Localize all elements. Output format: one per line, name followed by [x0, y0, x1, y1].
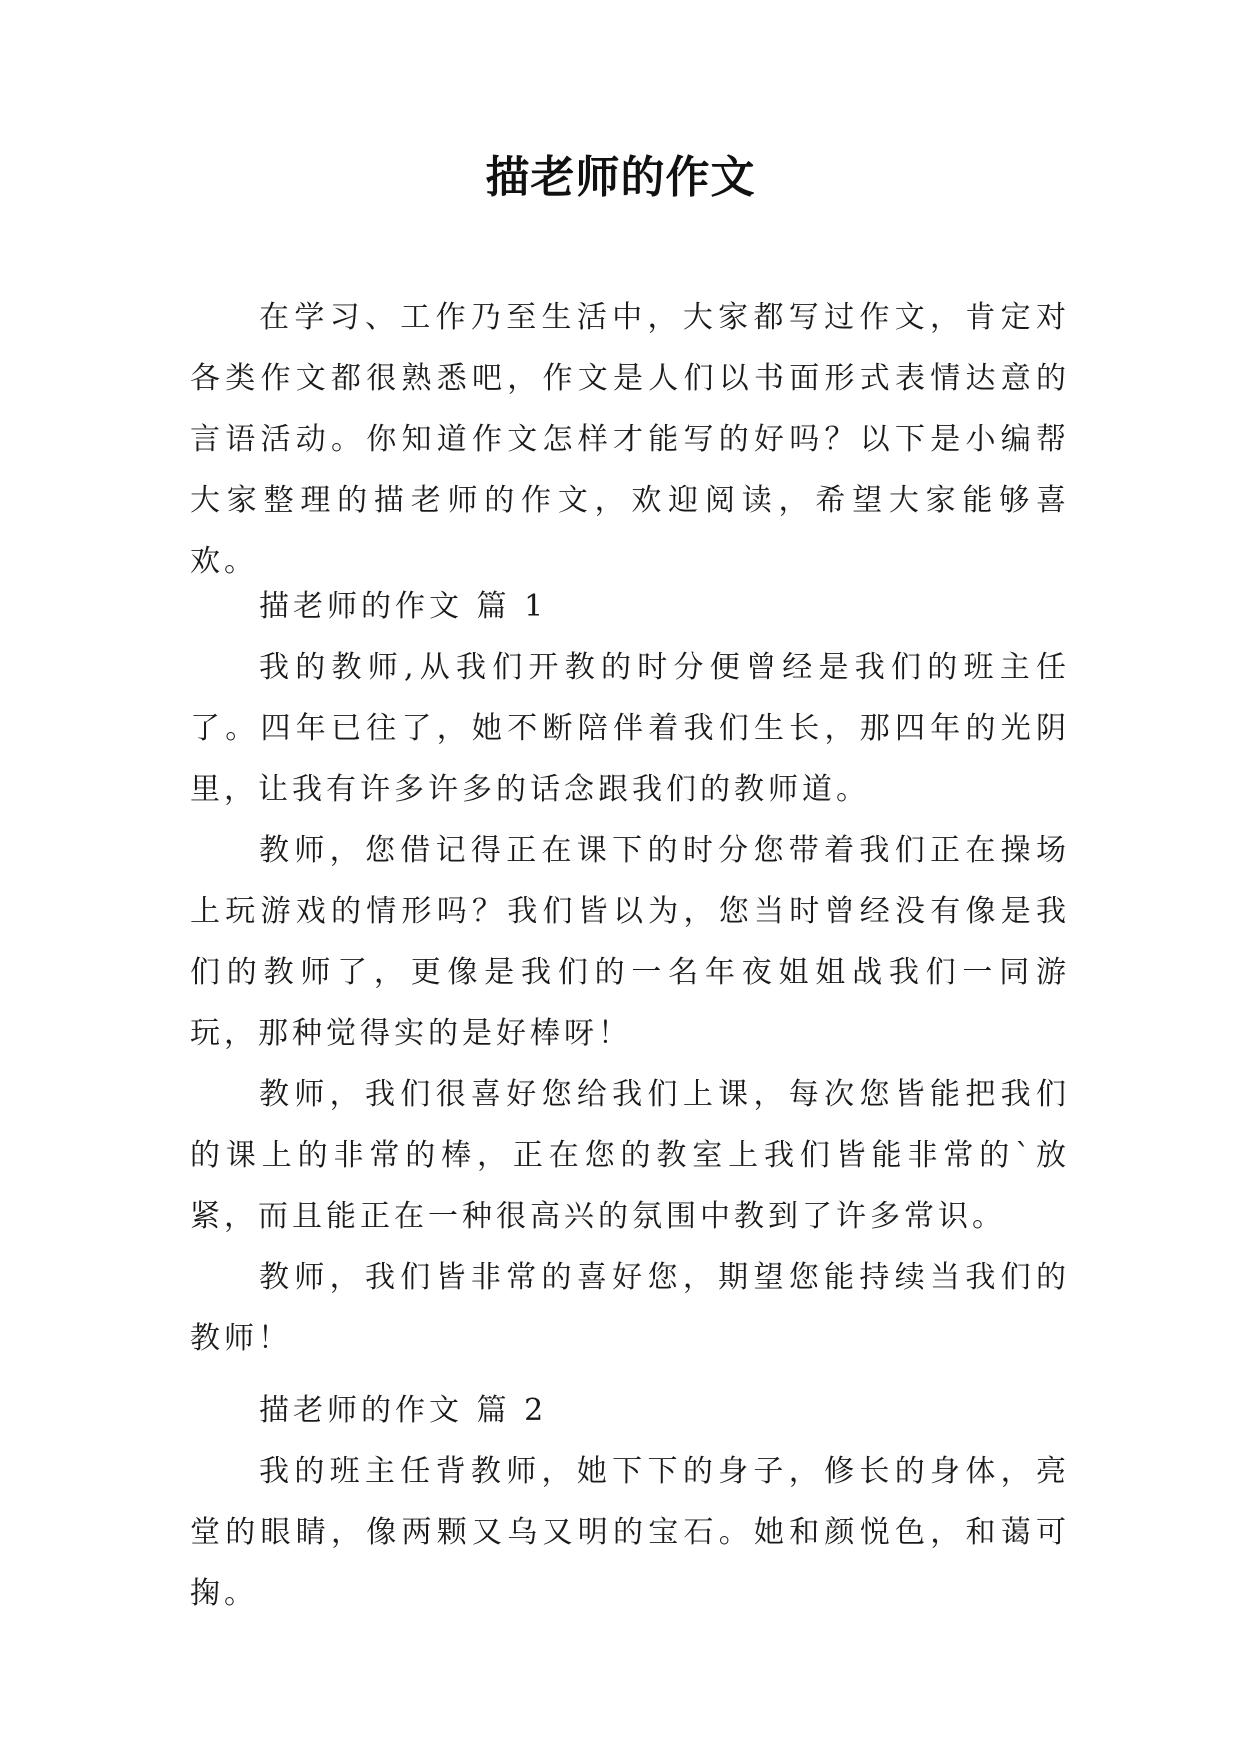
intro-paragraph: 在学习、工作乃至生活中，大家都写过作文，肯定对各类作文都很熟悉吧，作文是人们以书面形式表情达意的言语活动。你知道作文怎样才能写的好吗？以下是小编帮大家整理的描老师的作文，欢迎阅读，希望大家能够喜欢。: [190, 300, 1070, 579]
body-paragraph: 我的教师,从我们开教的时分便曾经是我们的班主任了。四年已往了，她不断陪伴着我们生长，那四年的光阴里，让我有许多许多的话念跟我们的教师道。: [190, 650, 1070, 807]
section-1: [190, 576, 1070, 1369]
body-paragraph: 教师，您借记得正在课下的时分您带着我们正在操场上玩游戏的情形吗？我们皆以为，您当时曾经没有像是我们的教师了，更像是我们的一名年夜姐姐战我们一同游玩，那种觉得实的是好棒呀！: [190, 833, 1070, 1051]
body-paragraph: 教师，我们皆非常的喜好您，期望您能持续当我们的教师！: [190, 1260, 1070, 1356]
body-paragraph: 教师，我们很喜好您给我们上课，每次您皆能把我们的课上的非常的棒，正在您的教室上我们皆能非常的`放紧，而且能正在一种很高兴的氛围中教到了许多常识。: [190, 1077, 1070, 1234]
section-heading: 描老师的作文 篇 2: [259, 1393, 548, 1428]
section-2: [190, 1380, 1070, 1624]
intro-block: [190, 287, 1070, 592]
section-heading: 描老师的作文 篇 1: [259, 589, 548, 624]
body-paragraph: 我的班主任背教师，她下下的身子，修长的身体，亮堂的眼睛，像两颗又乌又明的宝石。她和颜悦色，和蔼可掬。: [190, 1454, 1070, 1611]
page-title: 描老师的作文: [485, 152, 756, 203]
